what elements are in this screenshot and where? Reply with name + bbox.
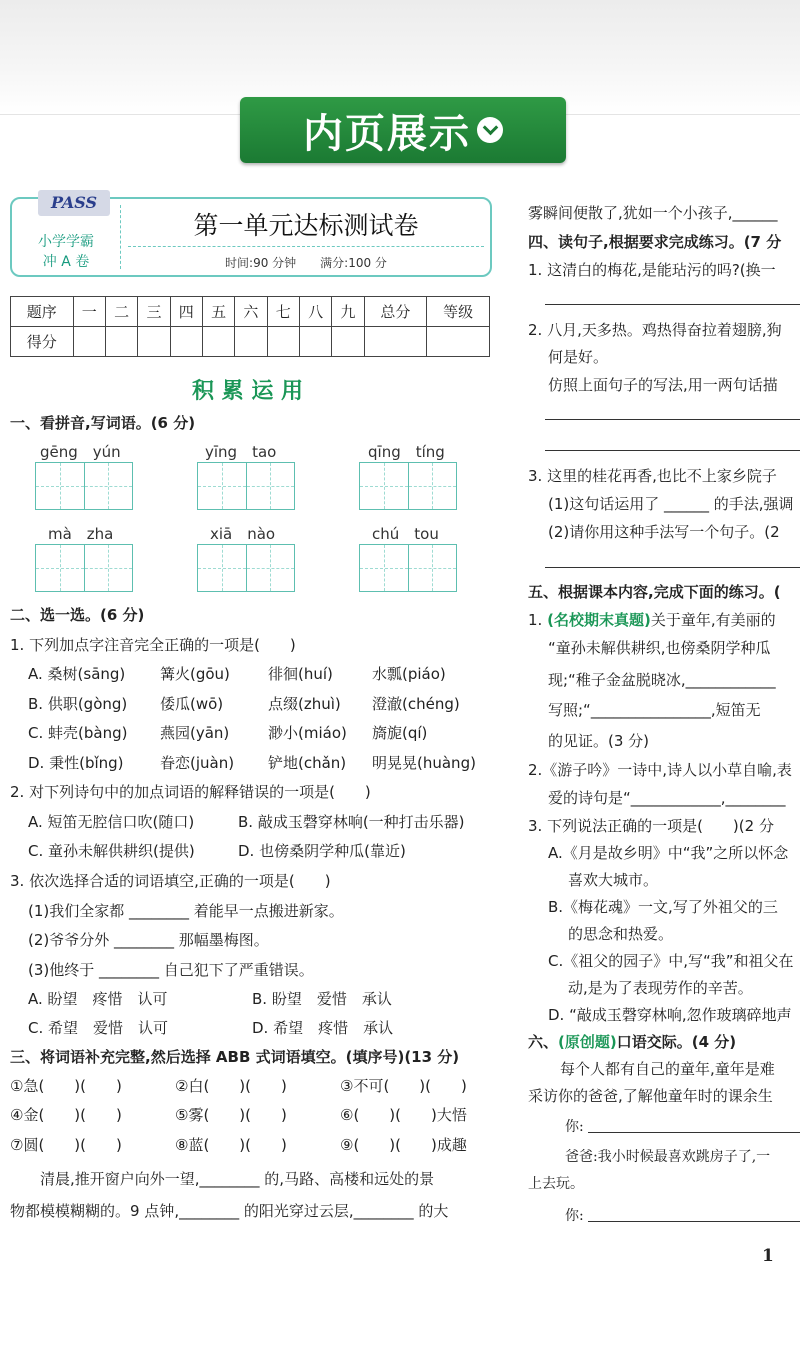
option: B. 供职(gòng)	[28, 695, 128, 713]
fill-item: ⑥( )( )大悟	[340, 1106, 467, 1124]
score-table	[10, 296, 490, 357]
question: 2. 八月,天多热。鸡热得奋拉着翅膀,狗	[528, 321, 782, 339]
option: A. 桑树(sāng)	[28, 665, 126, 683]
question: 1. (名校期末真题)关于童年,有美丽的	[528, 611, 776, 629]
question: 1. 下列加点字注音完全正确的一项是( )	[10, 636, 296, 654]
divider	[128, 246, 484, 247]
option: 水瓢(piáo)	[372, 665, 446, 683]
answer-line[interactable]	[545, 450, 800, 451]
option: 明晃晃(huàng)	[372, 754, 476, 772]
option: A.《月是故乡明》中“我”之所以怀念	[548, 844, 789, 862]
option: B. 敲成玉磬穿林响(一种打击乐器)	[238, 813, 465, 831]
passage-line: 采访你的爸爸,了解他童年时的课余生	[528, 1087, 773, 1105]
q6-prefix: 六、	[528, 1033, 559, 1051]
question: “童孙未解供耕织,也傍桑阴学种瓜	[548, 639, 771, 657]
writing-grid[interactable]	[35, 462, 133, 510]
table-cell	[105, 327, 137, 357]
table-cell	[267, 327, 299, 357]
fill-item: ③不可( )( )	[340, 1077, 467, 1095]
table-cell: 七	[267, 297, 299, 327]
source-tag: (原创题)	[558, 1033, 617, 1051]
table-cell: 总分	[364, 297, 427, 327]
question: 何是好。	[548, 348, 609, 366]
option: 眷恋(juàn)	[160, 754, 235, 772]
table-cell: 一	[73, 297, 105, 327]
section-title: 积 累 运 用	[192, 378, 303, 404]
fill-item: ⑧蓝( )( )	[175, 1136, 287, 1154]
option: 澄澈(chéng)	[372, 695, 460, 713]
option: B.《梅花魂》一文,写了外祖父的三	[548, 898, 778, 916]
sub-question: (2)请你用这种手法写一个句子。(2	[548, 523, 780, 541]
source-tag: (名校期末真题)	[547, 611, 651, 629]
pinyin: qīng tíng	[368, 443, 445, 461]
q1-title: 一、看拼音,写词语。(6 分)	[10, 414, 196, 432]
sub-question: (1)我们全家都 ________ 着能早一点搬进新家。	[28, 902, 344, 920]
table-cell: 得分	[11, 327, 74, 357]
dialog-line: 你:	[565, 1119, 584, 1135]
question: 写照;“________________,短笛无	[548, 701, 761, 719]
option: A. 短笛无腔信口吹(随口)	[28, 813, 195, 831]
page-number: 1	[762, 1246, 774, 1266]
option: D. “敲成玉磬穿林响,忽作玻璃碎地声	[548, 1006, 792, 1024]
q2-title: 二、选一选。(6 分)	[10, 606, 145, 624]
writing-grid[interactable]	[35, 544, 133, 592]
writing-grid[interactable]	[197, 462, 295, 510]
question: 爱的诗句是“____________,________	[548, 789, 786, 807]
answer-line[interactable]	[545, 567, 800, 568]
brand-line1: 小学学霸	[38, 234, 94, 250]
sub-question: (3)他终于 ________ 自己犯下了严重错误。	[28, 961, 314, 979]
table-cell: 三	[138, 297, 170, 327]
table-cell	[170, 327, 202, 357]
answer-line[interactable]	[588, 1132, 800, 1133]
passage-line: 每个人都有自己的童年,童年是难	[560, 1060, 775, 1078]
table-cell: 等级	[427, 297, 490, 327]
option: C. 希望 爱惜 认可	[28, 1019, 169, 1037]
question: 3. 下列说法正确的一项是( )(2 分	[528, 817, 774, 835]
table-row	[11, 297, 490, 327]
pass-logo: PASS	[38, 190, 110, 216]
option: 的思念和热爱。	[568, 925, 674, 943]
option: D. 希望 疼惜 承认	[252, 1019, 394, 1037]
question: 2.《游子吟》一诗中,诗人以小草自喻,表	[528, 761, 792, 779]
option: 徘徊(huí)	[268, 665, 333, 683]
option: C. 童孙未解供耕织(提供)	[28, 842, 195, 860]
writing-grid[interactable]	[197, 544, 295, 592]
table-cell: 六	[235, 297, 267, 327]
question: 3. 依次选择合适的词语填空,正确的一项是( )	[10, 872, 331, 890]
table-cell: 九	[332, 297, 364, 327]
option: 动,是为了表现劳作的辛苦。	[568, 979, 753, 997]
option: D. 秉性(bǐng)	[28, 754, 124, 772]
fill-item: ②白( )( )	[175, 1077, 287, 1095]
question: 1. 这清白的梅花,是能玷污的吗?(换一	[528, 261, 776, 279]
option: 铲地(chǎn)	[268, 754, 347, 772]
pinyin: gēng yún	[40, 443, 121, 461]
pinyin: yīng tao	[205, 443, 277, 461]
pinyin: chú tou	[372, 525, 439, 543]
sub-question: (1)这句话运用了 ______ 的手法,强调	[548, 495, 794, 513]
table-cell: 题序	[11, 297, 74, 327]
writing-grid[interactable]	[359, 544, 457, 592]
paper-title: 第一单元达标测试卷	[193, 211, 419, 240]
brand-label	[28, 232, 104, 272]
answer-line[interactable]	[545, 419, 800, 420]
q6-text: 口语交际。(4 分)	[616, 1033, 737, 1051]
dialog-line: 爸爸:我小时候最喜欢跳房子了,一	[565, 1149, 771, 1165]
question: 2. 对下列诗句中的加点词语的解释错误的一项是( )	[10, 783, 371, 801]
brand-line2: 冲 A 卷	[42, 254, 90, 270]
fill-item: ⑤雾( )( )	[175, 1106, 287, 1124]
q5-title: 五、根据课本内容,完成下面的练习。(	[528, 583, 781, 601]
writing-grid[interactable]	[359, 462, 457, 510]
pinyin: mà zha	[48, 525, 114, 543]
passage-line: 雾瞬间便散了,犹如一个小孩子,______	[528, 204, 778, 222]
table-cell	[202, 327, 234, 357]
table-row	[11, 327, 490, 357]
option: 篝火(gōu)	[160, 665, 230, 683]
table-cell	[427, 327, 490, 357]
pinyin: xiā nào	[210, 525, 276, 543]
question: 现;“稚子金盆脱晓冰,____________	[548, 671, 776, 689]
question: 3. 这里的桂花再香,也比不上家乡院子	[528, 467, 777, 485]
q4-title: 四、读句子,根据要求完成练习。(7 分	[528, 233, 782, 251]
option: 喜欢大城市。	[568, 871, 659, 889]
table-cell	[299, 327, 331, 357]
answer-line[interactable]	[588, 1221, 800, 1222]
table-cell: 四	[170, 297, 202, 327]
q6-title	[528, 1031, 736, 1052]
option: C.《祖父的园子》中,写“我”和祖父在	[548, 952, 794, 970]
table-cell: 二	[105, 297, 137, 327]
sub-question: (2)爷爷分外 ________ 那幅墨梅图。	[28, 931, 269, 949]
option: 倭瓜(wō)	[160, 695, 224, 713]
chevron-down-icon	[477, 117, 503, 143]
q3-title: 三、将词语补充完整,然后选择 ABB 式词语填空。(填序号)(13 分)	[10, 1048, 460, 1066]
dialog-line: 你:	[565, 1208, 584, 1224]
table-cell	[73, 327, 105, 357]
option: D. 也傍桑阴学种瓜(靠近)	[238, 842, 406, 860]
passage-line: 清晨,推开窗户向外一望,________ 的,马路、高楼和远处的景	[40, 1170, 435, 1188]
option: 旖旎(qí)	[372, 724, 428, 742]
option: 点缀(zhuì)	[268, 695, 341, 713]
page-banner	[240, 97, 566, 163]
answer-line[interactable]	[545, 304, 800, 305]
table-cell	[332, 327, 364, 357]
fill-item: ①急( )( )	[10, 1077, 122, 1095]
table-cell: 八	[299, 297, 331, 327]
question-text: 关于童年,有美丽的	[650, 611, 776, 629]
option: 渺小(miáo)	[268, 724, 347, 742]
table-cell	[364, 327, 427, 357]
table-cell: 五	[202, 297, 234, 327]
divider	[120, 205, 121, 269]
paper-subtitle: 时间:90 分钟 满分:100 分	[225, 256, 387, 270]
table-cell	[235, 327, 267, 357]
option: C. 蚌壳(bàng)	[28, 724, 128, 742]
fill-item: ⑦圆( )( )	[10, 1136, 122, 1154]
question: 的见证。(3 分)	[548, 732, 650, 750]
dialog-line: 上去玩。	[528, 1176, 584, 1192]
question: 仿照上面句子的写法,用一两句话描	[548, 376, 778, 394]
option: A. 盼望 疼惜 认可	[28, 990, 168, 1008]
table-cell	[138, 327, 170, 357]
fill-item: ④金( )( )	[10, 1106, 122, 1124]
banner-title: 内页展示	[303, 110, 471, 157]
option: B. 盼望 爱惜 承认	[252, 990, 392, 1008]
fill-item: ⑨( )( )成趣	[340, 1136, 467, 1154]
option: 燕园(yān)	[160, 724, 230, 742]
passage-line: 物都模模糊糊的。9 点钟,________ 的阳光穿过云层,________ 的大	[10, 1202, 449, 1220]
